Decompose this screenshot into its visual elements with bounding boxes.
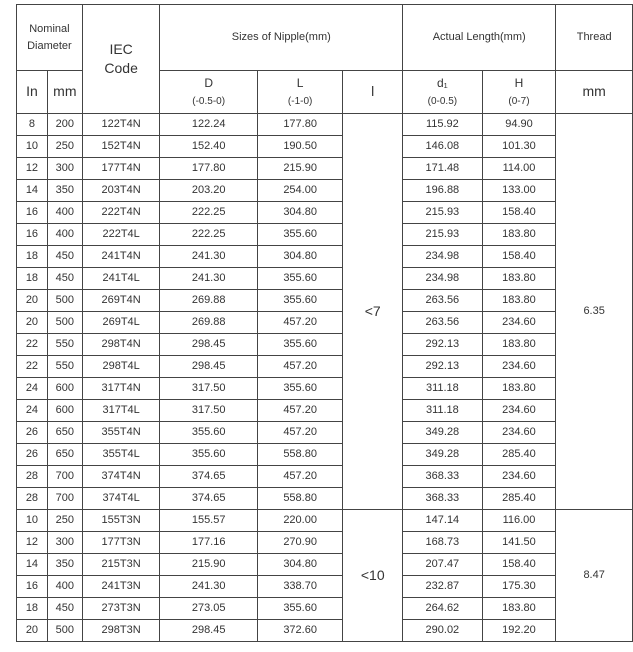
cell-mm: 450 [47, 246, 82, 268]
d1-label: d₁ [437, 75, 448, 90]
cell-h: 158.40 [482, 202, 556, 224]
table-row [17, 422, 633, 444]
cell-d: 355.60 [160, 422, 257, 444]
thread-unit-header: mm [556, 71, 633, 114]
cell-d1: 264.62 [403, 598, 483, 620]
cell-iec-code: 374T4N [82, 466, 160, 488]
table-row [17, 136, 633, 158]
cell-in: 18 [17, 598, 48, 620]
table-row [17, 378, 633, 400]
cell-thread-group: 8.47 [556, 510, 633, 642]
nominal-diameter-header [17, 5, 83, 71]
table-row [17, 268, 633, 290]
cell-l: 355.60 [257, 378, 343, 400]
cell-h: 234.60 [482, 466, 556, 488]
thread-header: Thread [556, 5, 633, 71]
cell-h: 183.80 [482, 290, 556, 312]
cell-mm: 450 [47, 598, 82, 620]
cell-d1: 215.93 [403, 224, 483, 246]
cell-d1: 146.08 [403, 136, 483, 158]
cell-d: 355.60 [160, 444, 257, 466]
table-row [17, 246, 633, 268]
cell-d1: 290.02 [403, 620, 483, 642]
table-row [17, 180, 633, 202]
cell-in: 20 [17, 620, 48, 642]
cell-iec-code: 317T4L [82, 400, 160, 422]
cell-l: 457.20 [257, 422, 343, 444]
cell-iec-code: 155T3N [82, 510, 160, 532]
table-row [17, 114, 633, 136]
table-row [17, 334, 633, 356]
cell-l: 270.90 [257, 532, 343, 554]
cell-iec-code: 177T3N [82, 532, 160, 554]
cell-in: 12 [17, 532, 48, 554]
nominal-label: Nominal [29, 22, 70, 35]
cell-in: 24 [17, 400, 48, 422]
cell-d1: 196.88 [403, 180, 483, 202]
cell-h: 101.30 [482, 136, 556, 158]
cell-in: 16 [17, 202, 48, 224]
cell-l: 304.80 [257, 246, 343, 268]
cell-d: 241.30 [160, 268, 257, 290]
cell-l: 457.20 [257, 356, 343, 378]
cell-in: 20 [17, 290, 48, 312]
cell-d: 269.88 [160, 290, 257, 312]
cell-mm: 700 [47, 466, 82, 488]
cell-h: 192.20 [482, 620, 556, 642]
cell-in: 18 [17, 268, 48, 290]
cell-l: 457.20 [257, 466, 343, 488]
cell-h: 234.60 [482, 312, 556, 334]
cell-l: 355.60 [257, 224, 343, 246]
iec-code-header [82, 5, 160, 114]
cell-h: 158.40 [482, 246, 556, 268]
cell-mm: 400 [47, 202, 82, 224]
cell-d1: 215.93 [403, 202, 483, 224]
cell-small-l-group: <7 [343, 114, 403, 510]
cell-mm: 650 [47, 422, 82, 444]
cell-l: 177.80 [257, 114, 343, 136]
h-header [482, 71, 556, 114]
cell-d: 152.40 [160, 136, 257, 158]
mm-header: mm [47, 71, 82, 114]
cell-mm: 250 [47, 510, 82, 532]
in-header: In [17, 71, 48, 114]
cell-d1: 263.56 [403, 312, 483, 334]
cell-h: 133.00 [482, 180, 556, 202]
table-row [17, 466, 633, 488]
cell-h: 183.80 [482, 224, 556, 246]
cell-h: 94.90 [482, 114, 556, 136]
cell-in: 12 [17, 158, 48, 180]
cell-thread-group: 6.35 [556, 114, 633, 510]
table-row [17, 224, 633, 246]
table-row [17, 576, 633, 598]
cell-l: 355.60 [257, 290, 343, 312]
cell-d: 317.50 [160, 400, 257, 422]
cell-l: 372.60 [257, 620, 343, 642]
cell-mm: 350 [47, 554, 82, 576]
cell-d: 215.90 [160, 554, 257, 576]
table-row [17, 554, 633, 576]
cell-in: 16 [17, 576, 48, 598]
cell-d1: 311.18 [403, 400, 483, 422]
cell-l: 355.60 [257, 268, 343, 290]
cell-h: 234.60 [482, 422, 556, 444]
cell-d: 177.16 [160, 532, 257, 554]
cell-in: 14 [17, 554, 48, 576]
d1-tolerance: (0-0.5) [427, 96, 458, 108]
cell-d1: 368.33 [403, 466, 483, 488]
cell-d1: 171.48 [403, 158, 483, 180]
cell-iec-code: 298T4N [82, 334, 160, 356]
cell-in: 28 [17, 488, 48, 510]
cell-iec-code: 355T4L [82, 444, 160, 466]
h-label: H [514, 75, 524, 90]
cell-d: 155.57 [160, 510, 257, 532]
cell-d1: 234.98 [403, 268, 483, 290]
cell-d1: 292.13 [403, 356, 483, 378]
cell-mm: 250 [47, 136, 82, 158]
cell-d1: 311.18 [403, 378, 483, 400]
l-tolerance: (-1-0) [287, 96, 313, 108]
cell-d: 374.65 [160, 488, 257, 510]
cell-mm: 500 [47, 312, 82, 334]
cell-iec-code: 269T4N [82, 290, 160, 312]
cell-mm: 550 [47, 334, 82, 356]
cell-d1: 349.28 [403, 444, 483, 466]
cell-d: 273.05 [160, 598, 257, 620]
cell-d: 269.88 [160, 312, 257, 334]
table-row [17, 444, 633, 466]
cell-in: 28 [17, 466, 48, 488]
cell-d1: 292.13 [403, 334, 483, 356]
cell-iec-code: 374T4L [82, 488, 160, 510]
cell-in: 22 [17, 334, 48, 356]
cell-mm: 300 [47, 158, 82, 180]
cell-h: 285.40 [482, 488, 556, 510]
cell-l: 304.80 [257, 202, 343, 224]
cell-in: 22 [17, 356, 48, 378]
d-header [160, 71, 257, 114]
cell-mm: 200 [47, 114, 82, 136]
cell-iec-code: 222T4N [82, 202, 160, 224]
cell-d1: 368.33 [403, 488, 483, 510]
cell-iec-code: 269T4L [82, 312, 160, 334]
cell-mm: 600 [47, 378, 82, 400]
actual-length-header: Actual Length(mm) [403, 5, 556, 71]
cell-l: 220.00 [257, 510, 343, 532]
cell-d: 222.25 [160, 224, 257, 246]
cell-mm: 500 [47, 620, 82, 642]
sizes-of-nipple-header: Sizes of Nipple(mm) [160, 5, 403, 71]
cell-mm: 550 [47, 356, 82, 378]
cell-iec-code: 177T4N [82, 158, 160, 180]
h-tolerance: (0-7) [508, 96, 530, 108]
cell-d: 241.30 [160, 246, 257, 268]
cell-d1: 147.14 [403, 510, 483, 532]
code-label: Code [104, 59, 138, 76]
diameter-label: Diameter [27, 40, 72, 52]
cell-iec-code: 122T4N [82, 114, 160, 136]
cell-d: 203.20 [160, 180, 257, 202]
nipple-spec-table [16, 4, 633, 642]
cell-d: 298.45 [160, 356, 257, 378]
cell-d1: 234.98 [403, 246, 483, 268]
cell-h: 183.80 [482, 334, 556, 356]
cell-h: 158.40 [482, 554, 556, 576]
cell-h: 234.60 [482, 356, 556, 378]
cell-l: 215.90 [257, 158, 343, 180]
cell-l: 355.60 [257, 334, 343, 356]
cell-in: 20 [17, 312, 48, 334]
cell-h: 175.30 [482, 576, 556, 598]
d1-header [403, 71, 483, 114]
cell-d: 298.45 [160, 334, 257, 356]
table-row [17, 312, 633, 334]
cell-l: 558.80 [257, 488, 343, 510]
cell-l: 338.70 [257, 576, 343, 598]
cell-in: 26 [17, 444, 48, 466]
cell-l: 190.50 [257, 136, 343, 158]
cell-l: 254.00 [257, 180, 343, 202]
cell-h: 234.60 [482, 400, 556, 422]
cell-iec-code: 152T4N [82, 136, 160, 158]
cell-l: 558.80 [257, 444, 343, 466]
cell-mm: 400 [47, 576, 82, 598]
table-row [17, 290, 633, 312]
cell-mm: 700 [47, 488, 82, 510]
cell-mm: 300 [47, 532, 82, 554]
cell-h: 116.00 [482, 510, 556, 532]
cell-d1: 168.73 [403, 532, 483, 554]
cell-l: 457.20 [257, 312, 343, 334]
cell-mm: 650 [47, 444, 82, 466]
d-tolerance: (-0.5-0) [192, 96, 226, 108]
cell-iec-code: 355T4N [82, 422, 160, 444]
cell-iec-code: 241T3N [82, 576, 160, 598]
cell-h: 285.40 [482, 444, 556, 466]
cell-iec-code: 203T4N [82, 180, 160, 202]
cell-d1: 207.47 [403, 554, 483, 576]
cell-d1: 349.28 [403, 422, 483, 444]
cell-iec-code: 298T3N [82, 620, 160, 642]
small-l-header: l [343, 71, 403, 114]
cell-l: 457.20 [257, 400, 343, 422]
cell-l: 304.80 [257, 554, 343, 576]
table-row [17, 532, 633, 554]
iec-label: IEC [109, 41, 133, 58]
cell-iec-code: 222T4L [82, 224, 160, 246]
cell-iec-code: 317T4N [82, 378, 160, 400]
cell-mm: 400 [47, 224, 82, 246]
cell-d1: 115.92 [403, 114, 483, 136]
cell-l: 355.60 [257, 598, 343, 620]
cell-d: 222.25 [160, 202, 257, 224]
cell-mm: 600 [47, 400, 82, 422]
cell-in: 24 [17, 378, 48, 400]
cell-d: 122.24 [160, 114, 257, 136]
l-header [257, 71, 343, 114]
table-row [17, 158, 633, 180]
cell-in: 16 [17, 224, 48, 246]
cell-d: 177.80 [160, 158, 257, 180]
d-label: D [204, 75, 213, 90]
cell-h: 183.80 [482, 598, 556, 620]
table-row [17, 400, 633, 422]
cell-in: 8 [17, 114, 48, 136]
cell-in: 14 [17, 180, 48, 202]
table-row [17, 598, 633, 620]
cell-in: 18 [17, 246, 48, 268]
cell-in: 26 [17, 422, 48, 444]
cell-d: 317.50 [160, 378, 257, 400]
l-label: L [296, 75, 304, 90]
cell-d: 298.45 [160, 620, 257, 642]
cell-small-l-group: <10 [343, 510, 403, 642]
cell-d: 241.30 [160, 576, 257, 598]
cell-mm: 500 [47, 290, 82, 312]
cell-h: 183.80 [482, 268, 556, 290]
table-row [17, 356, 633, 378]
cell-iec-code: 215T3N [82, 554, 160, 576]
cell-d1: 263.56 [403, 290, 483, 312]
cell-iec-code: 273T3N [82, 598, 160, 620]
cell-h: 114.00 [482, 158, 556, 180]
cell-d1: 232.87 [403, 576, 483, 598]
cell-iec-code: 241T4N [82, 246, 160, 268]
cell-in: 10 [17, 510, 48, 532]
table-row [17, 620, 633, 642]
cell-iec-code: 241T4L [82, 268, 160, 290]
cell-d: 374.65 [160, 466, 257, 488]
cell-h: 183.80 [482, 378, 556, 400]
table-row [17, 510, 633, 532]
cell-mm: 450 [47, 268, 82, 290]
nipple-spec-table-wrapper [16, 4, 633, 642]
cell-in: 10 [17, 136, 48, 158]
table-row [17, 202, 633, 224]
cell-h: 141.50 [482, 532, 556, 554]
cell-mm: 350 [47, 180, 82, 202]
cell-iec-code: 298T4L [82, 356, 160, 378]
table-row [17, 488, 633, 510]
